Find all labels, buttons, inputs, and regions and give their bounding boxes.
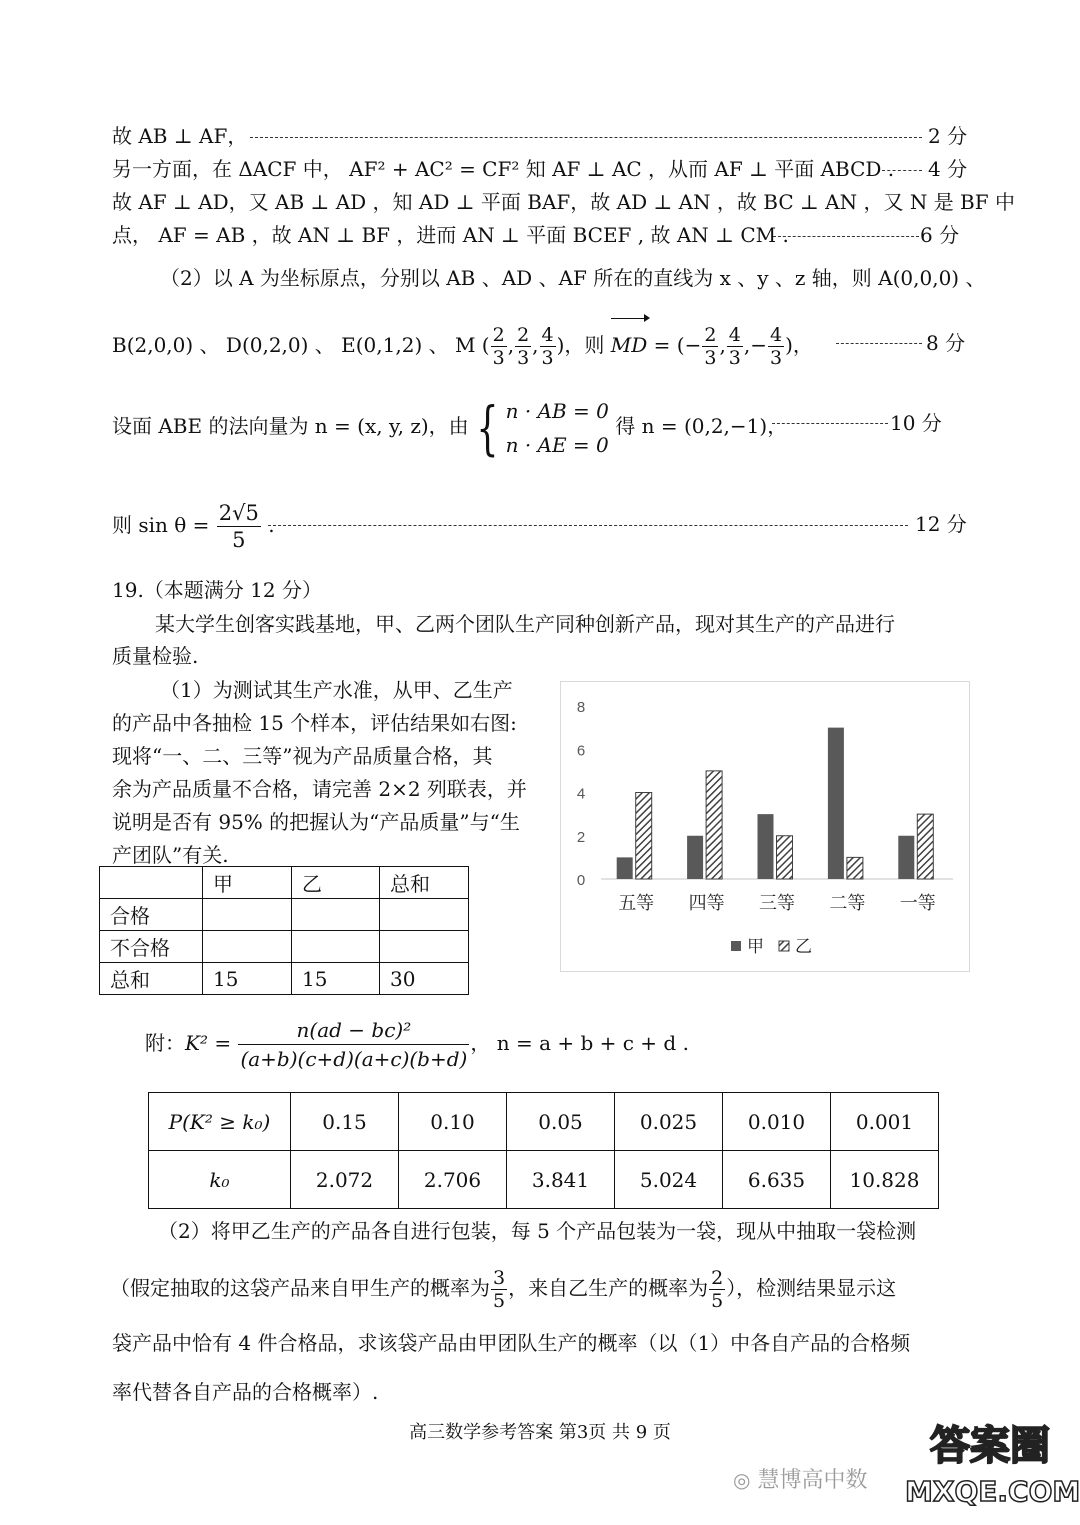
text-line: （2）以 A 为坐标原点，分别以 AB 、AD 、AF 所在的直线为 x 、y 、z 轴，则 A(0,0,0) 、: [160, 266, 986, 290]
bar-jia: [617, 857, 633, 879]
paragraph: 现将“一、二、三等”视为产品质量合格，其: [112, 744, 493, 768]
question-title: 19.（本题满分 12 分）: [112, 578, 322, 602]
text-line: 故 AB ⊥ AF，: [112, 124, 248, 148]
coord-prefix: B(2,0,0) 、 D(0,2,0) 、 E(0,1,2) 、 M (: [112, 333, 490, 357]
normal-prefix: 设面 ABE 的法向量为 n = (x, y, z)，由: [112, 414, 469, 438]
contingency-table: [99, 866, 469, 995]
paragraph: （1）为测试其生产水准，从甲、乙生产: [160, 678, 513, 702]
bar-jia: [828, 728, 844, 879]
fraction: $\frac{2}{3}$: [492, 324, 505, 369]
text-line: 另一方面，在 ΔACF 中， AF² + AC² = CF² 知 AF ⊥ AC ，从而 AF ⊥ 平面 ABCD .: [112, 157, 895, 181]
fraction: $\frac{2√5}{5}$: [218, 501, 259, 552]
coord-mid: ，则: [564, 333, 605, 357]
bar-chart-frame: [560, 681, 970, 972]
x-tick-label: 一等: [899, 893, 936, 914]
paragraph: 某大学生创客实践基地，甲、乙两个团队生产同种创新产品，现对其生产的产品进行: [155, 612, 895, 636]
text-line: 点， AF = AB ，故 AN ⊥ BF ，进而 AN ⊥ 平面 BCEF , 故 AN ⊥ CM .: [112, 223, 789, 247]
paragraph: 率代替各自产品的合格概率）.: [112, 1380, 379, 1404]
bar-jia: [687, 836, 703, 879]
formula-fraction: $\frac{\text{n(ad − bc)²}}{(a+b)(c+d)(a+c)(b+d)}$: [240, 1018, 468, 1071]
fraction: $\frac{2}{3}$: [704, 324, 717, 369]
score-mark: 4 分: [928, 157, 968, 181]
formula-line: 附：K² = $\frac{\text{n(ad − bc)²}}{(a+b)(c+d)(a+c)(b+d)}$ ， n = a + b + c + d .: [145, 1018, 689, 1071]
critical-value-table: [148, 1092, 939, 1209]
y-tick-label: 0: [576, 872, 586, 889]
dash-leader: [836, 343, 922, 344]
vector-md: MD: [611, 318, 648, 370]
x-tick-label: 四等: [688, 893, 725, 914]
bar-yi: [777, 836, 793, 879]
table-row: P(K² ≥ k₀) 0.15 0.10 0.05 0.025 0.010 0.001: [149, 1093, 939, 1151]
fraction: $\frac{2}{5}$: [711, 1267, 724, 1312]
bar-jia: [898, 836, 914, 879]
table-row: 合格: [100, 899, 469, 931]
normal-result: 得 n = (0,2,−1)，: [615, 414, 788, 438]
paragraph: 余为产品质量不合格，请完善 2×2 列联表，并: [112, 777, 527, 801]
normal-line: [112, 392, 787, 462]
brand-logo: 答案圈 MXQE.COM: [905, 1423, 1080, 1508]
paragraph: 质量检验.: [112, 644, 199, 668]
bar-yi: [636, 793, 652, 880]
dash-leader: [250, 137, 922, 138]
table-row: k₀ 2.072 2.706 3.841 5.024 6.635 10.828: [149, 1151, 939, 1209]
coord-line: B(2,0,0) 、 D(0,2,0) 、 E(0,1,2) 、 M ( $\frac{2}{3}$ , $\frac{2}{3}$ , $\frac{4}{3}$ )，则 MD = (− $\frac{2}{3}$ , $\frac{4}{3}$ ,− $\frac{4}{3}$ )，: [112, 318, 813, 370]
score-mark: 8 分: [926, 331, 966, 355]
y-tick-label: 4: [576, 785, 586, 803]
y-tick-label: 8: [576, 699, 586, 716]
dash-leader: [773, 236, 919, 237]
score-mark: 10 分: [890, 411, 942, 435]
paragraph: （假定抽取的这袋产品来自甲生产的概率为 $\frac{3}{5}$ ，来自乙生产的概率为 $\frac{2}{5}$ ），检测结果显示这: [110, 1267, 897, 1312]
x-tick-label: 三等: [759, 893, 795, 914]
bar-yi: [847, 857, 863, 879]
score-mark: 12 分: [915, 512, 967, 536]
y-tick-label: 2: [576, 828, 586, 846]
bar-jia: [758, 814, 774, 879]
bar-yi: [917, 814, 933, 879]
legend-label-jia: 甲: [747, 937, 764, 957]
paragraph: 的产品中各抽检 15 个样本，评估结果如右图:: [112, 711, 517, 735]
paragraph: 产团队”有关.: [112, 843, 229, 867]
text-line: 故 AF ⊥ AD，又 AB ⊥ AD ，知 AD ⊥ 平面 BAF，故 AD ⊥ AN ，故 BC ⊥ AN ，又 N 是 BF 中: [112, 190, 1015, 214]
table-row: 不合格: [100, 931, 469, 963]
score-mark: 2 分: [928, 124, 968, 148]
fraction: $\frac{3}{5}$: [493, 1267, 506, 1312]
table-row: 甲 乙 总和: [100, 867, 469, 899]
legend-swatch-yi: [779, 941, 789, 951]
paragraph: 袋产品中恰有 4 件合格品，求该袋产品由甲团队生产的概率（以（1）中各自产品的合格频: [112, 1331, 911, 1355]
sin-prefix: 则 sin θ =: [112, 513, 210, 537]
paragraph: （2）将甲乙生产的产品各自进行包装，每 5 个产品包装为一袋，现从中抽取一袋检测: [158, 1219, 917, 1243]
wechat-watermark: ◎ 慧博高中数: [733, 1468, 868, 1493]
y-tick-label: 6: [576, 742, 586, 760]
wechat-icon: ◎: [733, 1468, 751, 1492]
dash-leader: [772, 423, 888, 424]
x-tick-label: 五等: [618, 893, 655, 914]
x-tick-label: 二等: [829, 893, 866, 914]
table-row: 总和 15 15 30: [100, 963, 469, 995]
dash-leader: [882, 170, 922, 171]
paragraph: 说明是否有 95% 的把握认为“产品质量”与“生: [112, 810, 520, 834]
fraction: $\frac{4}{3}$: [770, 324, 783, 369]
fraction: $\frac{2}{3}$: [517, 324, 530, 369]
bar-yi: [706, 771, 722, 879]
fraction: $\frac{4}{3}$: [728, 324, 741, 369]
bar-chart: [561, 682, 969, 971]
fraction: $\frac{4}{3}$: [541, 324, 554, 369]
score-mark: 6 分: [920, 223, 960, 247]
vector-eq: = (−: [653, 333, 702, 357]
equation-system: n · AB = 0 n · AE = 0: [505, 398, 609, 457]
sin-line: 则 sin θ = $\frac{2√5}{5}$ .: [112, 501, 275, 552]
dash-leader: [268, 525, 908, 526]
legend-swatch-jia: [731, 941, 741, 951]
page-footer: 高三数学参考答案 第3页 共 9 页: [409, 1422, 671, 1443]
brace-icon: {: [476, 393, 499, 462]
legend-label-yi: 乙: [795, 937, 812, 957]
